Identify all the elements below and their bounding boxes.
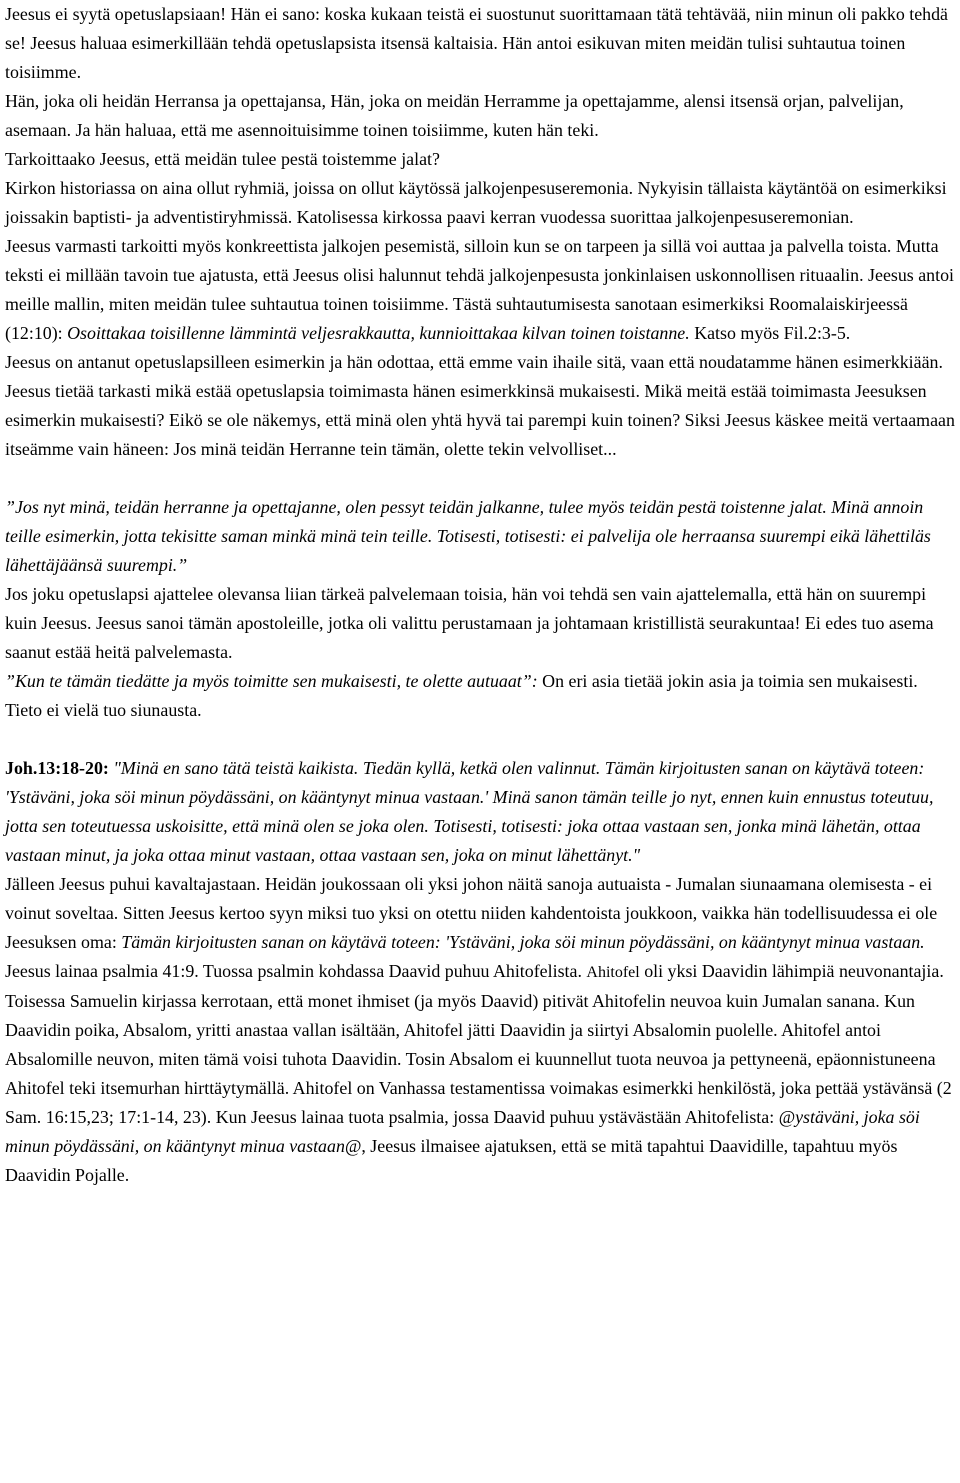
paragraph-text: Jeesus varmasti tarkoitti myös konkreettista jalkojen pesemistä, silloin kun se on tarpeen ja sillä voi auttaa ja palvella toista. Mutta teksti ei millään tavoin tue ajatusta, että Jeesus olisi halunnut tehdä jalkojenpesusta jonkinlaisen uskonnollisen rituaalin. Jeesus antoi meille mallin, miten meidän tulee suhtautua toinen toisiimme. Tästä suhtautumisesta sanotaan esimerkiksi Roomalaiskirjeessä (12:10): <box>5 236 954 343</box>
paragraph-blessed <box>5 667 956 725</box>
paragraph-text: Katso myös Fil.2:3-5. <box>689 323 851 343</box>
scripture-quote: @ystäväni, joka söi minun pöydässäni, on kääntynyt minua vastaan@ <box>5 1107 920 1156</box>
paragraph-romans <box>5 232 956 348</box>
paragraph-text: Hän, joka oli heidän Herransa ja opettajansa, Hän, joka on meidän Herramme ja opettajamme, alensi itsensä orjan, palvelijan, asemaan. Ja hän haluaa, että me asennoituisimme toinen toisiimme, kuten hän teki. <box>5 91 904 140</box>
paragraph-ahithophel <box>5 870 956 1190</box>
paragraph-church-history <box>5 174 956 232</box>
paragraph-text: Jeesus lainaa psalmia 41:9. Tuossa psalmin kohdassa Daavid puhuu Ahitofelista. <box>5 961 587 981</box>
paragraph-text: Jeesus on antanut opetuslapsilleen esimerkin ja hän odottaa, että emme vain ihaile sitä, vaan että noudatamme hänen esimerkkiään. Jeesus tietää tarkasti mikä estää opetuslapsia toimimasta hänen esimerkkinsä mukaisesti. Mikä meitä estää toimimasta Jeesuksen esimerkin mukaisesti? Eikö se ole näkemys, että minä olen yhtä hyvä tai parempi kuin toinen? Siksi Jeesus käskee meitä vertaamaan itseämme vain häneen: Jos minä teidän Herranne tein tämän, olette tekin velvolliset... <box>5 352 955 459</box>
small-text: Ahitofel <box>586 964 640 981</box>
paragraph-jesus-quote <box>5 493 956 580</box>
paragraph-text: , Jeesus ilmaisee ajatuksen, että se mitä tapahtui Daavidille, tapahtuu myös Daavidin Pojalle. <box>5 1136 898 1185</box>
paragraph-text: Jos joku opetuslapsi ajattelee olevansa liian tärkeä palvelemaan toisia, hän voi tehdä sen vain ajattelemalla, että hän on suurempi kuin Jeesus. Jeesus sanoi tämän apostoleille, jotka oli valittu perustamaan ja johtamaan kristillistä seurakuntaa! Ei edes tuo asema saanut estää heitä palvelemasta. <box>5 584 934 662</box>
scripture-quote: ”Kun te tämän tiedätte ja myös toimitte sen mukaisesti, te olette autuaat”: <box>5 671 538 691</box>
paragraph-example <box>5 348 956 464</box>
scripture-quote: Tämän kirjoitusten sanan on käytävä toteen: 'Ystäväni, joka söi minun pöydässäni, on kääntynyt minua vastaan. <box>121 932 925 952</box>
paragraph-john-13 <box>5 754 956 870</box>
scripture-reference: Joh.13:18-20: <box>5 758 109 778</box>
paragraph-humility <box>5 87 956 145</box>
paragraph-text: Kun Jeesus lainaa tuota psalmia, jossa Daavid puhuu ystävästään Ahitofelista: <box>211 1107 779 1127</box>
paragraph-no-blame <box>5 0 956 87</box>
paragraph-question <box>5 145 956 174</box>
paragraph-text: Jälleen Jeesus puhui kavaltajastaan. Heidän joukossaan oli yksi johon näitä sanoja autuaista - Jumalan siunaamana olemisesta - ei voinut soveltaa. Sitten Jeesus kertoo syyn miksi tuo yksi on otettu niiden kahdentoista joukkoon, vaikka hän todellisuudessa ei ole Jeesuksen oma: <box>5 874 938 952</box>
paragraph-text: Tarkoittaako Jeesus, että meidän tulee pestä toistemme jalat? <box>5 149 440 169</box>
scripture-quote: "Minä en sano tätä teistä kaikista. Tiedän kyllä, ketkä olen valinnut. Tämän kirjoitusten sanan on käytävä toteen: 'Ystäväni, joka söi minun pöydässäni, on kääntynyt minua vastaan.' Minä sanon tämän teille jo nyt, ennen kuin ennustus toteutuu, jotta sen toteutuessa uskoisitte, että minä olen se joka olen. Totisesti, totisesti: joka ottaa vastaan sen, jonka minä lähetän, ottaa vastaan minut, ja joka ottaa minut vastaan, ottaa vastaan sen, joka on minut lähettänyt." <box>5 758 934 865</box>
paragraph-text: oli yksi Daavidin lähimpiä neuvonantajia. Toisessa Samuelin kirjassa kerrotaan, että monet ihmiset (ja myös Daavid) pitivät Ahitofelin neuvoa kuin Jumalan sanana. Kun Daavidin poika, Absalom, yritti anastaa vallan isältään, Ahitofel jätti Daavidin ja siirtyi Absalomin puolelle. Ahitofel antoi Absalomille neuvon, miten tämä voisi tuhota Daavidin. Tosin Absalom ei kuunnellut tuota neuvoa ja pettyneenä, epäonnistuneena Ahitofel teki itsemurhan hirttäytymällä. Ahitofel on Vanhassa testamentissa voimakas esimerkki henkilöstä, joka pettää ystävänsä (2 Sam. 16:15,23; 17:1-14, 23). <box>5 961 952 1127</box>
paragraph-text: Kirkon historiassa on aina ollut ryhmiä, joissa on ollut käytössä jalkojenpesuseremonia. Nykyisin tällaista käytäntöä on esimerkiksi joissakin baptisti- ja adventistiryhmissä. Katolisessa kirkossa paavi kerran vuodessa suorittaa jalkojenpesuseremonian. <box>5 178 947 227</box>
paragraph-disciple <box>5 580 956 667</box>
scripture-quote: ”Jos nyt minä, teidän herranne ja opettajanne, olen pessyt teidän jalkanne, tulee myös teidän pestä toistenne jalat. Minä annoin teille esimerkin, jotta tekisitte saman minkä minä tein teille. Totisesti, totisesti: ei palvelija ole herraansa suurempi eikä lähettiläs lähettäjäänsä suurempi.” <box>5 497 931 575</box>
paragraph-text: On eri asia tietää jokin asia ja toimia sen mukaisesti. Tieto ei vielä tuo siunausta. <box>5 671 918 720</box>
scripture-quote: Osoittakaa toisillenne lämmintä veljesrakkautta, kunnioittakaa kilvan toinen toistanne. <box>67 323 690 343</box>
paragraph-text: Jeesus ei syytä opetuslapsiaan! Hän ei sano: koska kukaan teistä ei suostunut suorittamaan tätä tehtävää, niin minun oli pakko tehdä se! Jeesus haluaa esimerkillään tehdä opetuslapsista itsensä kaltaisia. Hän antoi esikuvan miten meidän tulisi suhtautua toinen toisiimme. <box>5 4 948 82</box>
